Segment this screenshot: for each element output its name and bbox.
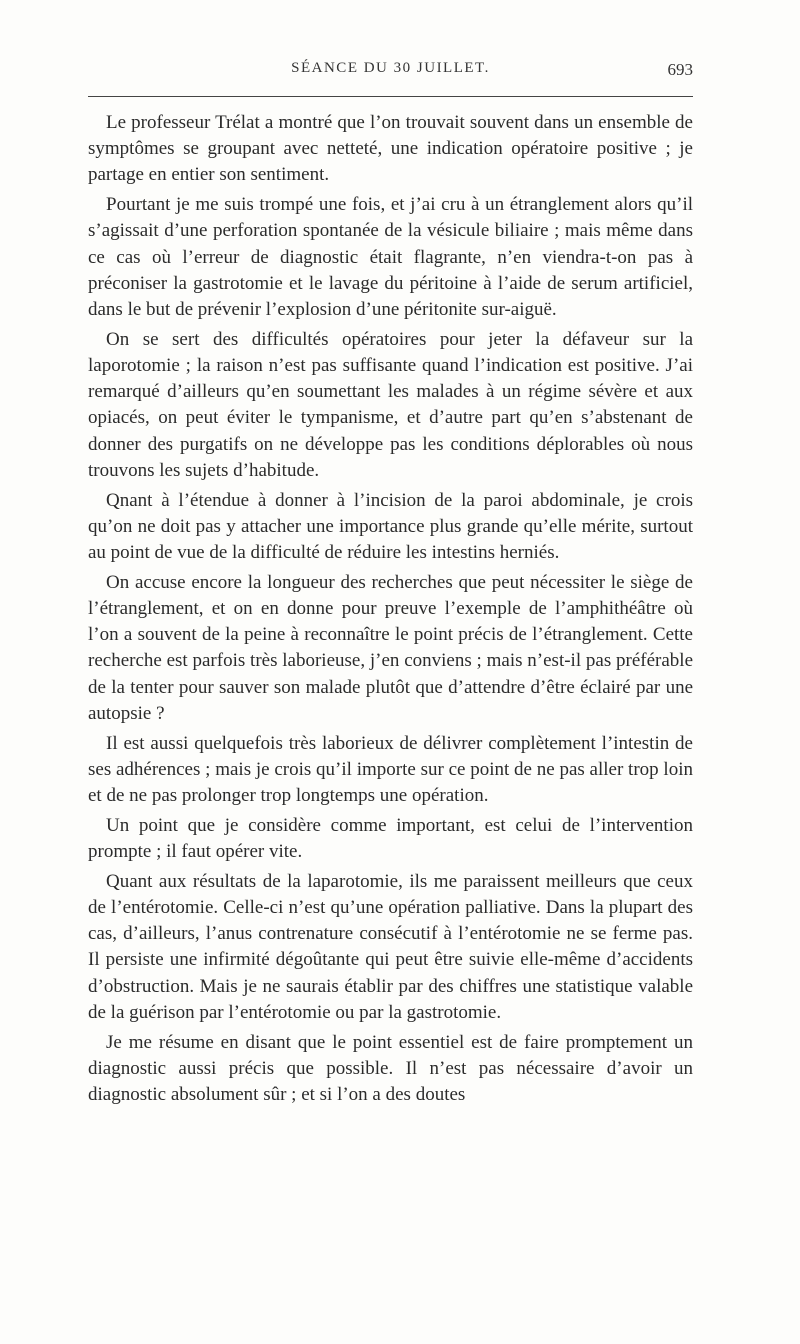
paragraph: Il est aussi quelquefois très laborieux de délivrer complètement l’intestin de ses adhérences ; mais je crois qu’il importe sur ce point de ne pas aller trop loin et de ne pas prolonger trop longtemps une opération. — [88, 732, 693, 807]
paragraph: Qnant à l’étendue à donner à l’incision de la paroi abdominale, je crois qu’on ne doit pas y attacher une importance plus grande qu’elle mérite, surtout au point de vue de la difficulté de réduire les intestins herniés. — [88, 489, 693, 564]
paragraph: On se sert des difficultés opératoires pour jeter la défaveur sur la laporotomie ; la raison n’est pas suffisante quand l’indication est positive. J’ai remarqué d’ailleurs qu’en soumettant les malades à un régime sévère et aux opiacés, on peut éviter le tympanisme, et d’autre part qu’en s’abstenant de donner des purgatifs on ne développe pas les conditions déplorables où nous trouvons les sujets d’habitude. — [88, 328, 693, 481]
running-title: SÉANCE DU 30 JUILLET. — [291, 60, 490, 76]
paragraph: Quant aux résultats de la laparotomie, ils me paraissent meilleurs que ceux de l’entérotomie. Celle-ci n’est qu’une opération palliative. Dans la plupart des cas, d’ailleurs, l’anus contrenature consécutif à l’entérotomie ne se ferme pas. Il persiste une infirmité dégoûtante qui peut être suivie elle-même d’accidents d’obstruction. Mais je ne saurais établir par des chiffres une statistique valable de la guérison par l’entérotomie ou par la gastrotomie. — [88, 870, 693, 1023]
paragraph: Le professeur Trélat a montré que l’on trouvait souvent dans un ensemble de symptômes se groupant avec netteté, une indication opératoire positive ; je partage en entier son sentiment. — [88, 112, 693, 186]
body-text — [88, 110, 693, 1112]
paragraph: Un point que je considère comme important, est celui de l’intervention prompte ; il faut opérer vite. — [88, 814, 693, 863]
paragraph: Pourtant je me suis trompé une fois, et j’ai cru à un étranglement alors qu’il s’agissait d’une perforation spontanée de la vésicule biliaire ; mais même dans ce cas où l’erreur de diagnostic était flagrante, n’en viendra-t-on pas à préconiser la gastrotomie et le lavage du péritoine à l’aide de serum artificiel, dans le but de prévenir l’explosion d’une péritonite sur-aiguë. — [88, 194, 693, 321]
page-number: 693 — [667, 60, 693, 79]
header-rule — [88, 96, 693, 97]
paragraph: Je me résume en disant que le point essentiel est de faire promptement un diagnostic aussi précis que possible. Il n’est pas nécessaire d’avoir un diagnostic absolument sûr ; et si l’on a des doutes — [88, 1031, 693, 1106]
paragraph: On accuse encore la longueur des recherches que peut nécessiter le siège de l’étranglement, et on en donne pour preuve l’exemple de l’amphithéâtre où l’on a souvent de la peine à reconnaître le point précis de l’étranglement. Cette recherche est parfois très laborieuse, j’en conviens ; mais n’est-il pas préférable de la tenter pour sauver son malade plutôt que d’attendre d’être éclairé par une autopsie ? — [88, 571, 693, 724]
running-head — [88, 60, 693, 86]
